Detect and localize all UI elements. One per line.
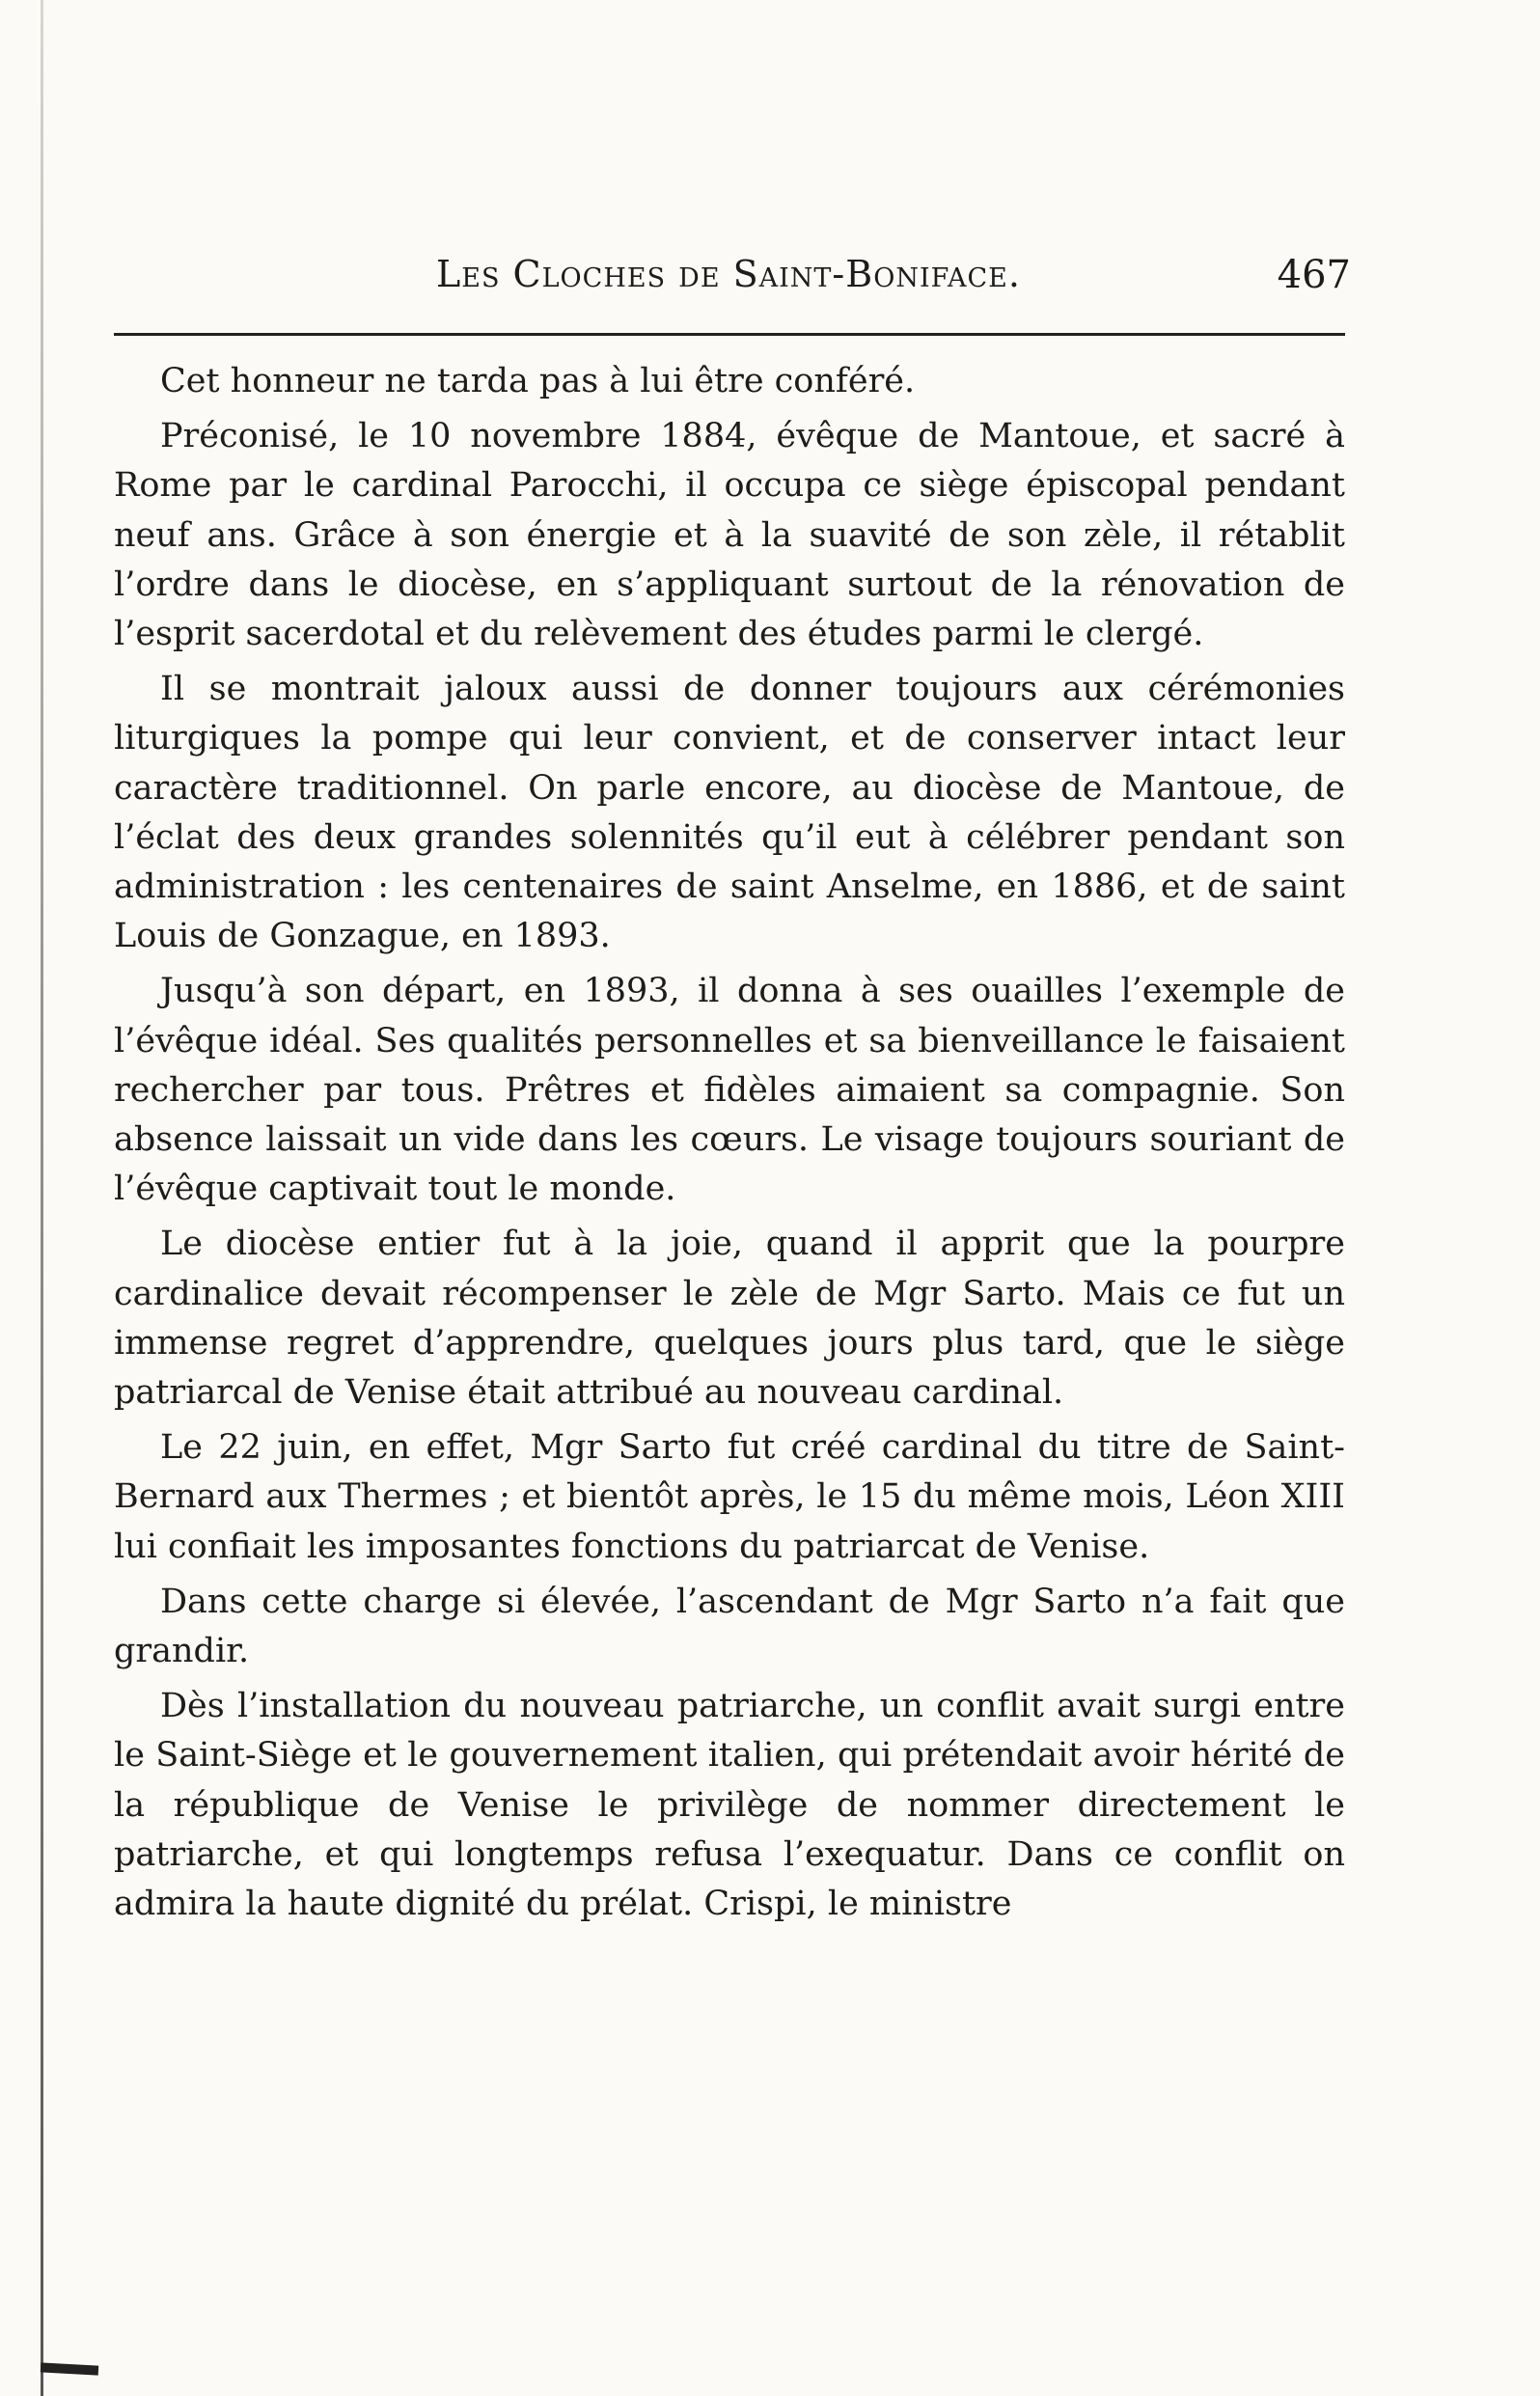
- paragraph: Dans cette charge si élevée, l’ascendant de Mgr Sarto n’a fait que grandir.: [114, 1582, 1345, 1671]
- running-title: Les Cloches de Saint-Boniface.: [436, 253, 1021, 295]
- header-rule: [114, 333, 1345, 336]
- paragraph: Dès l’installation du nouveau patriarche, un conflit avait surgi entre le Saint-Siège et le gouvernement italien, qui prétendait avoir hérité de la république de Venise le privilège de nommer directement le patriarche, et qui longtemps refusa l’exequatur. Dans ce conflit on admira la haute dignité du prélat. Crispi, le ministre: [114, 1687, 1345, 1924]
- paragraph: Cet honneur ne tarda pas à lui être conféré.: [160, 362, 916, 400]
- page-edge-mark: [41, 2362, 98, 2375]
- paragraph: Préconisé, le 10 novembre 1884, évêque de Mantoue, et sacré à Rome par le cardinal Parocchi, il occupa ce siège épiscopal pendant neuf ans. Grâce à son énergie et à la suavité de son zèle, il rétablit l’ordre dans le diocèse, en s’appliquant surtout de la rénovation de l’esprit sacerdotal et du relèvement des études parmi le clergé.: [114, 417, 1345, 654]
- running-header: [106, 253, 1351, 301]
- paragraph: Le diocèse entier fut à la joie, quand il apprit que la pourpre cardinalice devait récompenser le zèle de Mgr Sarto. Mais ce fut un immense regret d’apprendre, quelques jours plus tard, que le siège patriarcal de Venise était attribué au nouveau cardinal.: [114, 1225, 1345, 1413]
- paragraph: Le 22 juin, en effet, Mgr Sarto fut créé cardinal du titre de Saint-Bernard aux Thermes ; et bientôt après, le 15 du même mois, Léon XIII lui confiait les imposantes fonctions du patriarcat de Venise.: [114, 1428, 1345, 1566]
- page-edge: [41, 0, 43, 2396]
- body-text: [114, 357, 1345, 1935]
- page-number: 467: [1277, 253, 1351, 297]
- paragraph: Il se montrait jaloux aussi de donner toujours aux cérémonies liturgiques la pompe qui leur convient, et de conserver intact leur caractère traditionnel. On parle encore, au diocèse de Mantoue, de l’éclat des deux grandes solennités qu’il eut à célébrer pendant son administration : les centenaires de saint Anselme, en 1886, et de saint Louis de Gonzague, en 1893.: [114, 670, 1345, 956]
- paragraph: Jusqu’à son départ, en 1893, il donna à ses ouailles l’exemple de l’évêque idéal. Ses qualités personnelles et sa bienveillance le faisaient rechercher par tous. Prêtres et fidèles aimaient sa compagnie. Son absence laissait un vide dans les cœurs. Le visage toujours souriant de l’évêque captivait tout le monde.: [114, 972, 1345, 1209]
